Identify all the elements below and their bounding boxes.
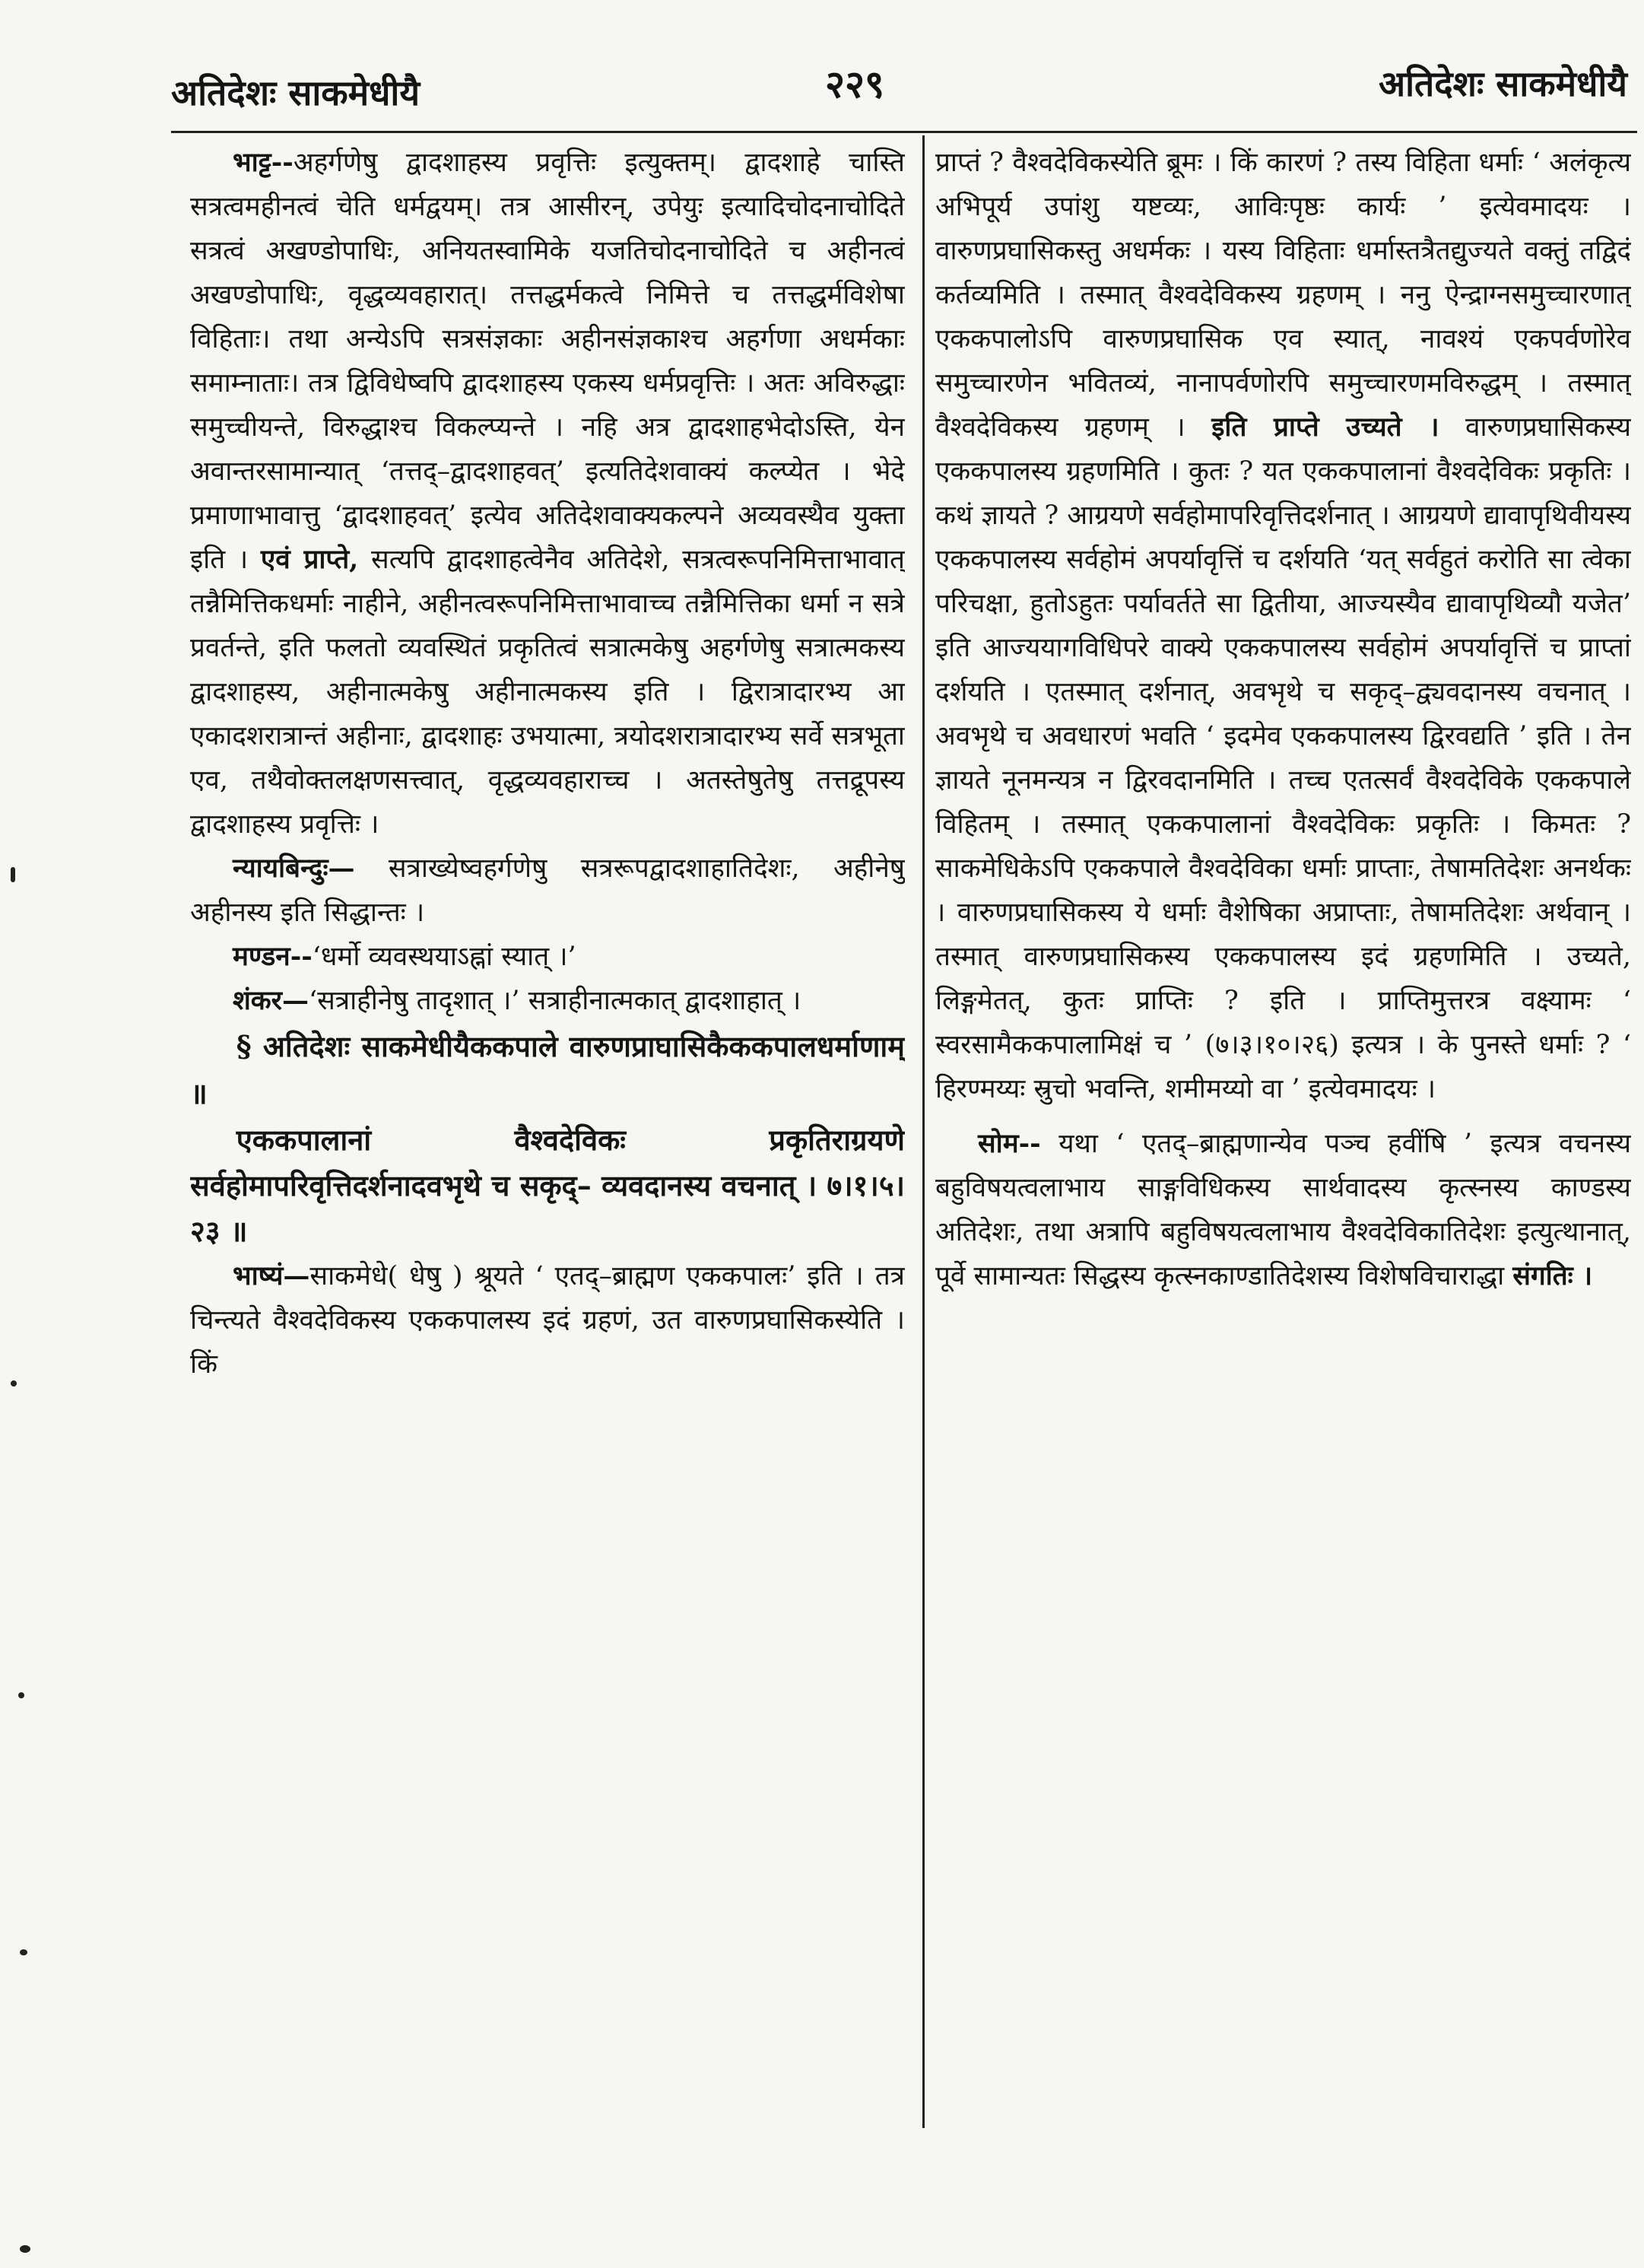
bhatta-bold: एवं प्राप्ते, (260, 544, 359, 575)
shankara-paragraph (190, 979, 905, 1023)
left-column (190, 141, 905, 2149)
nyaya-paragraph (190, 847, 905, 935)
mandana-label: मण्डन-- (233, 941, 313, 972)
column-divider (922, 135, 925, 2128)
nyaya-label: न्यायबिन्दुः— (233, 853, 355, 884)
header-rule (171, 131, 1637, 133)
right-text-2: वारुणप्रघासिकस्य एककपालस्य ग्रहणमिति । कुतः ? यत एककपालानां वैश्वदेविकः प्रकृतिः । कथं ज्ञायते ? आग्रयणे सर्वहोमापरिवृत्तिदर्शनात् । आग्रयणे द्यावापृथिवीयस्य एककपालस्य सर्वहोमं अपर्यावृत्तिं च दर्शयति ‘यत् सर्वहुतं करोति सा त्वेका परिचक्षा, हुतोऽहुतः पर्यावर्तते सा द्वितीया, आज्यस्यैव द्यावापृथिव्यौ यजेत’ इति आज्ययागविधिपरे वाक्ये एककपालस्य सर्वहोमं अपर्यावृत्तिं च प्राप्तां दर्शयति । एतस्मात् दर्शनात्, अवभृथे च सकृद्–द्व्यवदानस्य वचनात् । अवभृथे च अवधारणं भवति ‘ इदमेव एककपालस्य द्विरवद्यति ’ इति । तेन ज्ञायते नूनमन्यत्र न द्विरवदानमिति । तच्च एतत्सर्वं वैश्वदेविके एककपाले विहितम् । तस्मात् एककपालानां वैश्वदेविकः प्रकृतिः । किमतः ? साकमेधिकेऽपि एककपाले वैश्वदेविका धर्माः प्राप्ताः, तेषामतिदेशः अनर्थकः । वारुणप्रघासिकस्य ये धर्माः वैशेषिका अप्राप्ताः, तेषामतिदेशः अर्थवान् । तस्मात् वारुणप्रघासिकस्य एककपालस्य इदं ग्रहणमिति । उच्यते, लिङ्गमेतत्, कुतः प्राप्तिः ? इति । प्राप्तिमुत्तरत्र वक्ष्यामः ‘ स्वरसामैककपालामिक्षं च ’ (७।३।१०।२६) इत्यत्र । के पुनस्ते धर्माः ? ‘ हिरण्मय्यः स्रुचो भवन्ति, शमीमय्यो वा ’ इत्येवमादयः । (935, 412, 1631, 1104)
soma-paragraph (935, 1122, 1631, 1298)
bhashya-paragraph (190, 1254, 905, 1387)
right-bold-1: इति प्राप्ते उच्यते । (1211, 411, 1439, 443)
page-number: २२९ (825, 62, 884, 106)
right-text-1: प्राप्तं ? वैश्वदेविकस्येति ब्रूमः । किं कारणं ? तस्य विहिता धर्माः ‘ अलंकृत्य अभिपूर्य उपांशु यष्टव्यः, आविःपृष्ठः कार्यः ’ इत्येवमादयः । वारुणप्रघासिकस्तु अधर्मकः । यस्य विहिताः धर्मास्तत्रैतद्युज्यते वक्तुं तद्विदं कर्तव्यमिति । तस्मात् वैश्वदेविकस्य ग्रहणम् । ननु ऐन्द्राग्नसमुच्चारणात् एककपालोऽपि वारुणप्रघासिक एव स्यात्, नावश्यं एकपर्वणोरेव समुच्चारणेन भवितव्यं, नानापर्वणोरपि समुच्चारणमविरुद्धम् । तस्मात् वैश्वदेविकस्य ग्रहणम् । (935, 148, 1631, 443)
bhatta-text: अहर्गणेषु द्वादशाहस्य प्रवृत्तिः इत्युक्तम्। द्वादशाहे चास्ति सत्रत्वमहीनत्वं चेति धर्मद्वयम्। तत्र आसीरन्, उपेयुः इत्यादिचोदनाचोदिते सत्रत्वं अखण्डोपाधिः, अनियतस्वामिके यजतिचोदनाचोदिते च अहीनत्वं अखण्डोपाधिः, वृद्धव्यवहारात्। तत्तद्धर्मकत्वे निमित्ते च तत्तद्धर्मविशेषा विहिताः। तथा अन्येऽपि सत्रसंज्ञकाः अहीनसंज्ञकाश्च अहर्गणा अधर्मकाः समाम्नाताः। तत्र द्विविधेष्वपि द्वादशाहस्य एकस्य धर्मप्रवृत्तिः । अतः अविरुद्धाः समुच्चीयन्ते, विरुद्धाश्च विकल्प्यन्ते । नहि अत्र द्वादशाहभेदोऽस्ति, येन अवान्तरसामान्यात् ‘तत्तद्–द्वादशाहवत्’ इत्यतिदेशवाक्यं कल्प्येत । भेदे प्रमाणाभावात्तु ‘द्वादशाहवत्’ इत्येव अतिदेशवाक्यकल्पने अव्यवस्थैव युक्ता इति । (190, 148, 905, 575)
soma-bold: संगतिः । (1512, 1260, 1593, 1291)
soma-text: यथा ‘ एतद्–ब्राह्मणान्येव पञ्च हवींषि ’ इत्यत्र वचनस्य बहुविषयत्वलाभाय साङ्गविधिकस्य सार्थवादस्य कृत्स्नस्य काण्डस्य अतिदेशः, तथा अत्रापि बहुविषयत्वलाभाय वैश्वदेविकातिदेशः इत्युत्थानात्, पूर्वे सामान्यतः सिद्धस्य कृत्स्नकाण्डातिदेशस्य विशेषविचाराद्धा (935, 1129, 1631, 1291)
shankara-label: शंकर— (233, 985, 309, 1016)
adhikarana-title (190, 1023, 905, 1117)
right-column (935, 141, 1631, 2149)
adhikarana-title-text: अतिदेशः साकमेधीयैककपाले वारुणप्राघासिकैककपालधर्माणाम् ॥ (190, 1029, 905, 1110)
sutra-text: एककपालानां वैश्वदेविकः प्रकृतिराग्रयणे सर्वहोमापरिवृत्तिदर्शनादवभृथे च सकृद्– व्यवदानस्य वचनात् । ७।१।५।२३ ॥ (190, 1123, 905, 1248)
mandana-paragraph (190, 935, 905, 979)
shankara-text: ‘सत्राहीनेषु तादृशात् ।’ सत्राहीनात्मकात् द्वादशाहात् । (309, 986, 801, 1016)
running-header (171, 53, 1635, 122)
scan-speck (18, 1692, 24, 1698)
bhashya-label: भाष्यं— (233, 1260, 310, 1291)
scan-speck (20, 1949, 27, 1955)
bhatta-paragraph (190, 141, 905, 847)
nyaya-text: सत्राख्येष्वहर्गणेषु सत्ररूपद्वादशाहातिदेशः, अहीनेषु अहीनस्य इति सिद्धान्तः । (190, 853, 905, 928)
bhatta-text-2: सत्यपि द्वादशाहत्वेनैव अतिदेशे, सत्रत्वरूपनिमित्ताभावात् तन्नैमित्तिकधर्माः नाहीने, अहीनत्वरूपनिमित्ताभावाच्च तन्नैमित्तिका धर्मा न सत्रे प्रवर्तन्ते, इति फलतो व्यवस्थितं प्रकृतित्वं सत्रात्मकेषु अहर्गणेषु सत्रात्मकस्य द्वादशाहस्य, अहीनात्मकेषु अहीनात्मकस्य इति । द्विरात्रादारभ्य आ एकादशरात्रान्तं अहीनाः, द्वादशाहः उभयात्मा, त्रयोदशरात्रादारभ्य सर्वे सत्रभूता एव, तथैवोक्तलक्षणसत्त्वात्, वृद्धव्यवहाराच्च । अतस्तेषुतेषु तत्तद्रूपस्य द्वादशाहस्य प्रवृत्तिः । (190, 545, 905, 840)
section-mark-icon: § (236, 1029, 263, 1063)
scan-speck (11, 867, 15, 882)
scan-speck (11, 1380, 17, 1387)
mandana-text: ‘धर्मो व्यवस्थयाऽह्नां स्यात् ।’ (312, 942, 576, 972)
bhatta-label: भाट्ट-- (233, 147, 294, 178)
right-main-paragraph (935, 141, 1631, 1111)
header-left-title: अतिदेशः साकमेधीयै (171, 72, 421, 113)
scan-speck (20, 2245, 30, 2253)
bhashya-text: साकमेधे( धेषु ) श्रूयते ‘ एतद्–ब्राह्मण एककपालः’ इति । तत्र चिन्त्यते वैश्वदेविकस्य एककपालस्य इदं ग्रहणं, उत वारुणप्रघासिकस्येति । किं (190, 1261, 905, 1380)
soma-label: सोम-- (978, 1128, 1041, 1159)
header-right-title: अतिदेशः साकमेधीयै (1378, 63, 1627, 104)
